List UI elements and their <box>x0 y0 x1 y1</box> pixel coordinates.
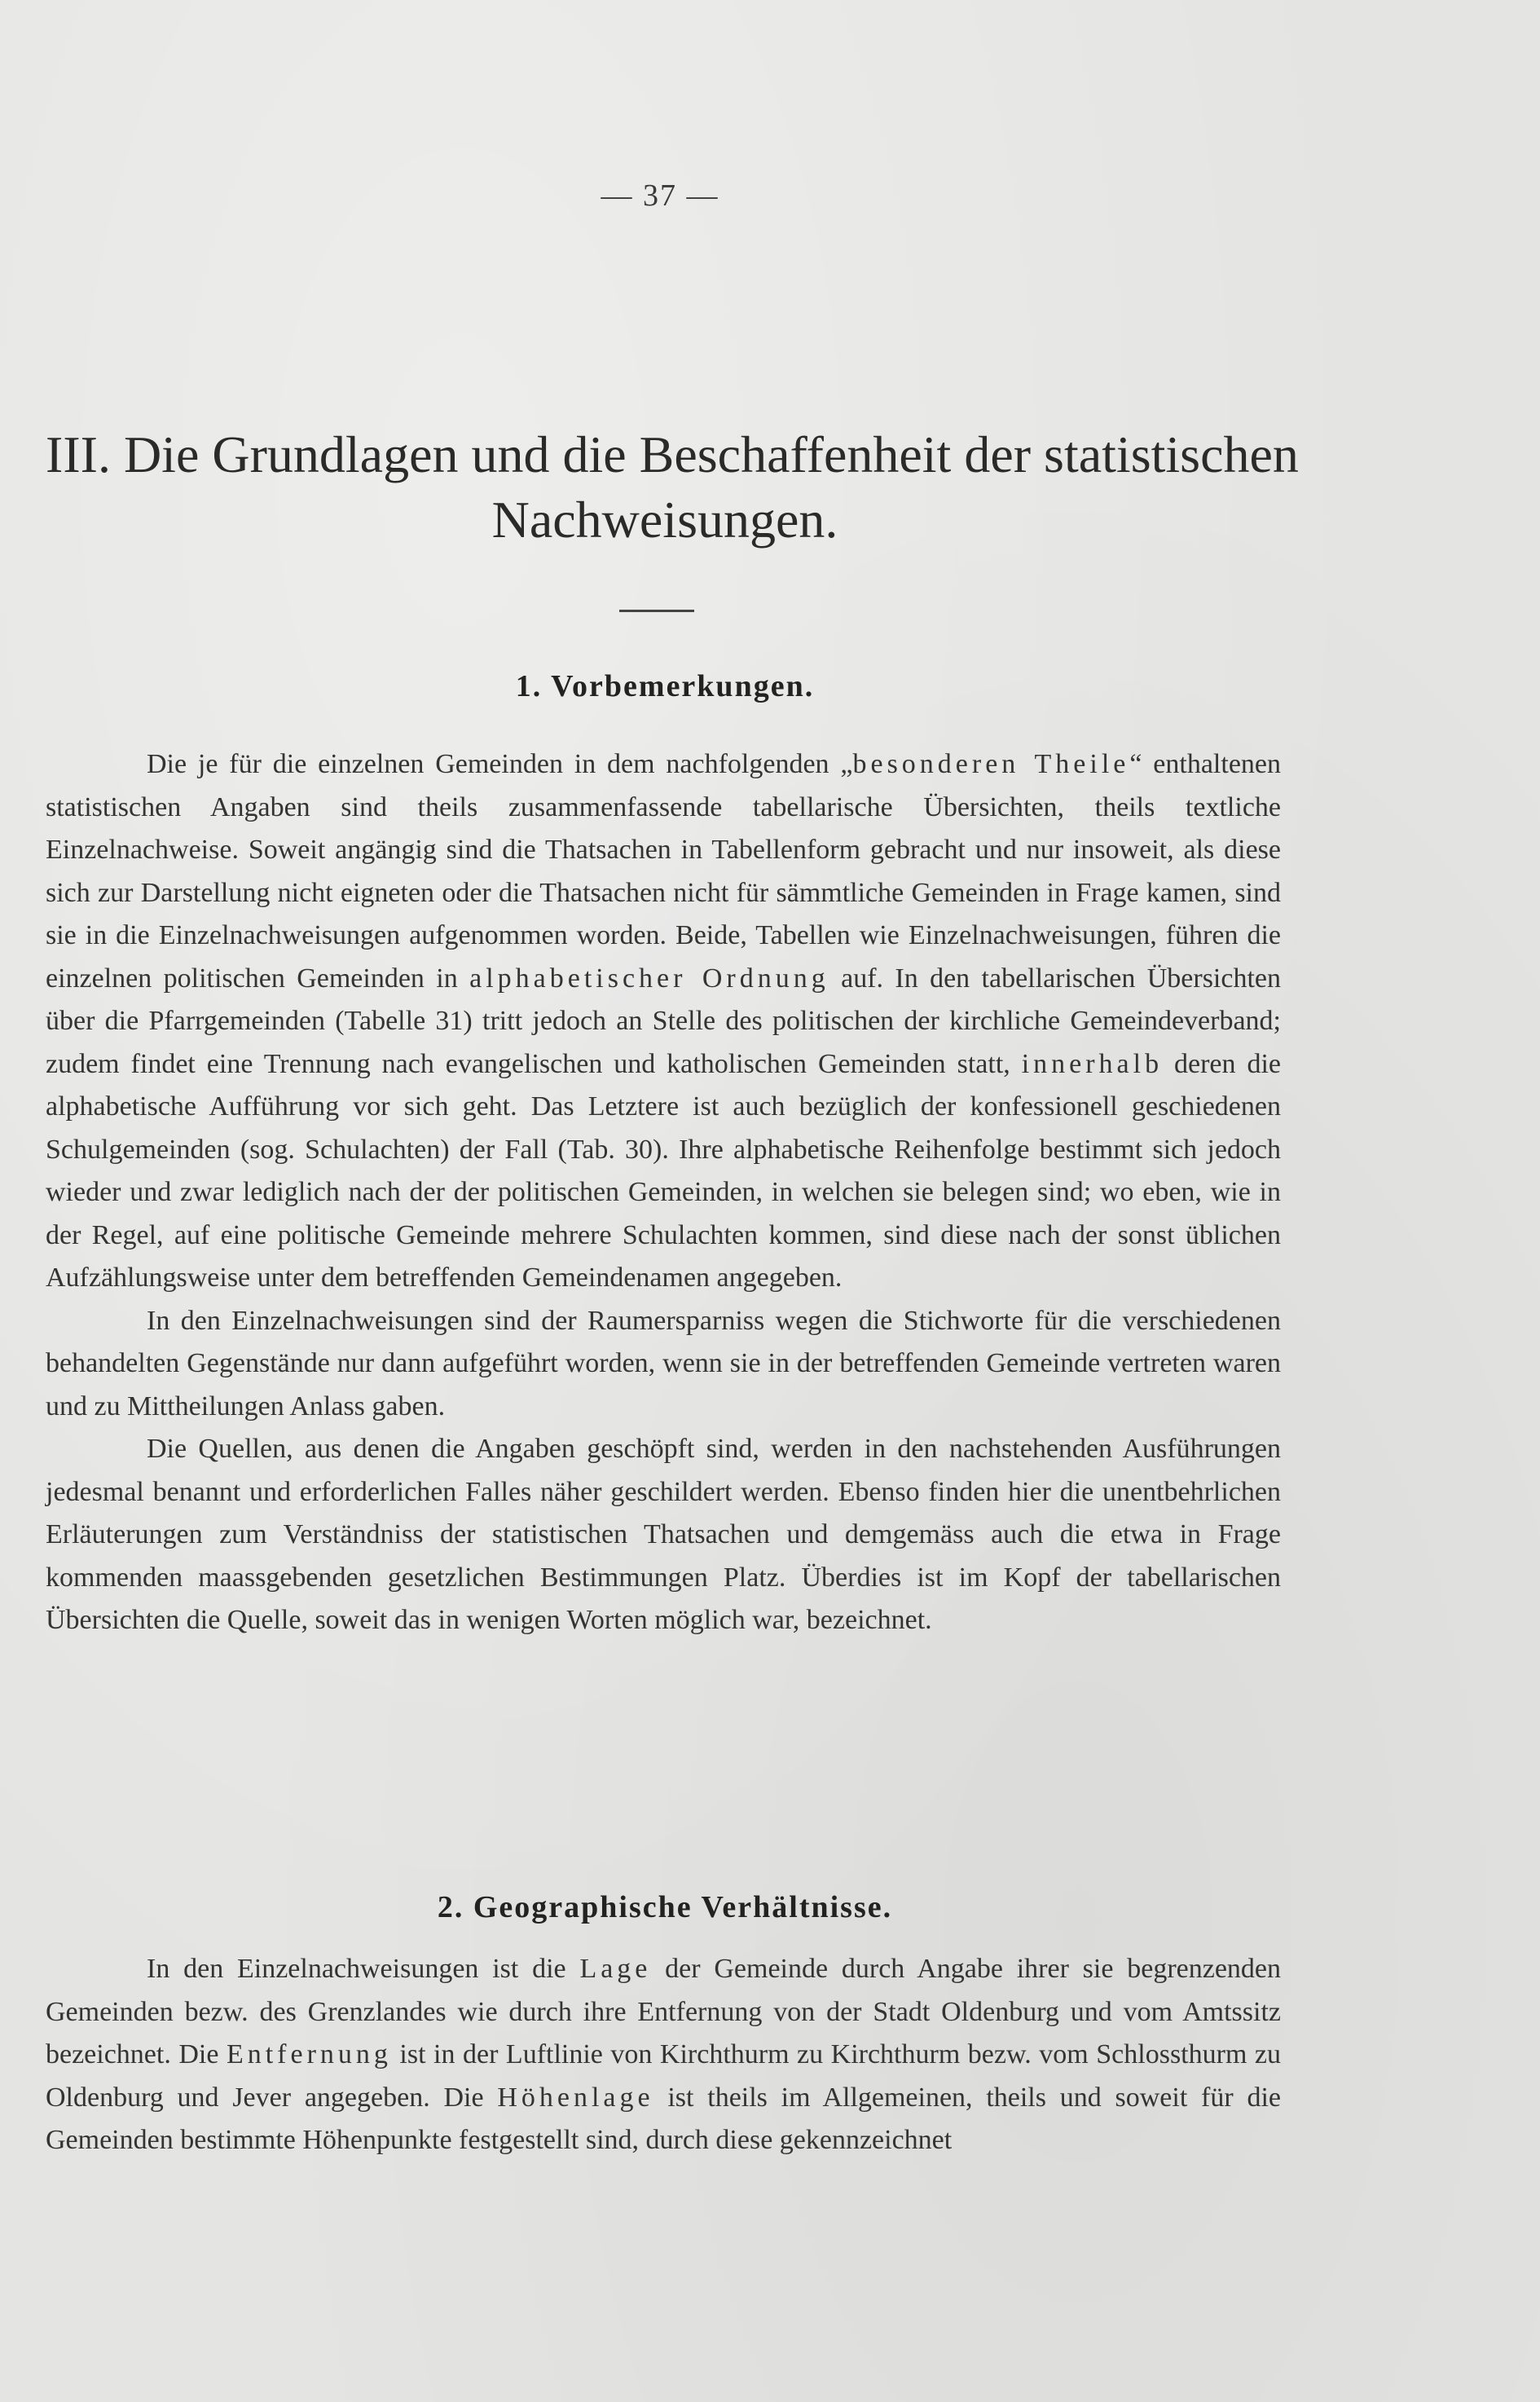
chapter-title-line-2: Nachweisungen. <box>491 491 838 549</box>
section-heading-vorbemerkungen: 1. Vorbemerkungen. <box>515 669 815 703</box>
emphasis-text: Lage <box>579 1954 652 1984</box>
chapter-title <box>46 422 1299 553</box>
section-body-geographische-verhaeltnisse <box>46 1948 1281 2162</box>
emphasis-text: innerhalb <box>1021 1048 1164 1079</box>
paragraph: In den Einzelnachweisungen ist die Lage der Gemeinde durch Angabe ihrer sie begrenzenden Gemeinden bezw. des Grenzlandes wie durch ihre Entfernung von der Stadt Oldenburg und vom Amtssitz bezeichnet. Die Entfernung ist in der Luftlinie von Kirchthurm zu Kirchthurm bezw. vom Schlossthurm zu Oldenburg und Jever angegeben. Die Höhenlage ist theils im Allgemeinen, theils und soweit für die Gemeinden bestimmte Höhenpunkte festgestellt sind, durch diese gekennzeichnet <box>46 1954 1281 2155</box>
page-number: — 37 — <box>601 178 719 213</box>
emphasis-text: Höhenlage <box>497 2082 654 2113</box>
paragraph: Die Quellen, aus denen die Angaben geschöpft sind, werden in den nachstehenden Ausführungen jedesmal benannt und erforderlichen Falles näher geschildert werden. Ebenso finden hier die unentbehrlichen Erläuterungen zum Verständniss der statistischen Thatsachen und demgemäss auch die etwa in Frage kommenden maassgebenden gesetzlichen Bestimmungen Platz. Überdies ist im Kopf der tabellarischen Übersichten die Quelle, soweit das in wenigen Worten möglich war, bezeichnet. <box>46 1434 1281 1635</box>
paragraph: In den Einzelnachweisungen sind der Raumersparniss wegen die Stichworte für die verschiedenen behandelten Gegenstände nur dann aufgeführt worden, wenn sie in der betreffenden Gemeinde vertreten waren und zu Mittheilungen Anlass gaben. <box>46 1305 1281 1421</box>
section-heading-geographische-verhaeltnisse: 2. Geographische Verhältnisse. <box>437 1890 893 1924</box>
title-divider <box>619 610 694 612</box>
emphasis-text: Entfernung <box>226 2039 392 2069</box>
paragraph: Die je für die einzelnen Gemeinden in dem nachfolgenden „besonderen Theile“ enthaltenen statistischen Angaben sind theils zusammenfassende tabellarische Übersichten, theils textliche Einzelnachweise. Soweit angängig sind die Thatsachen in Tabellenform gebracht und nur insoweit, als diese sich zur Darstellung nicht eigneten oder die Thatsachen nicht für sämmtliche Gemeinden in Frage kamen, sind sie in die Einzelnachweisungen aufgenommen worden. Beide, Tabellen wie Einzelnachweisungen, führen die einzelnen politischen Gemeinden in alphabetischer Ordnung auf. In den tabellarischen Übersichten über die Pfarrgemeinden (Tabelle 31) tritt jedoch an Stelle des politischen der kirchliche Gemeindeverband; zudem findet eine Trennung nach evangelischen und katholischen Gemeinden statt, innerhalb deren die alphabetische Aufführung vor sich geht. Das Letztere ist auch bezüglich der konfessionell geschiedenen Schulgemeinden (sog. Schulachten) der Fall (Tab. 30). Ihre alphabetische Reihenfolge bestimmt sich jedoch wieder und zwar lediglich nach der der politischen Gemeinden, in welchen sie belegen sind; wo eben, wie in der Regel, auf eine politische Gemeinde mehrere Schulachten kommen, sind diese nach der sonst üblichen Aufzählungsweise unter dem betreffenden Gemeindenamen angegeben. <box>46 749 1281 1293</box>
emphasis-text: besonderen Theile <box>852 749 1130 779</box>
emphasis-text: alphabetischer Ordnung <box>469 963 829 994</box>
chapter-title-line-1: III. Die Grundlagen und die Beschaffenheit der statistischen <box>46 425 1299 483</box>
section-body-vorbemerkungen <box>46 743 1281 1642</box>
